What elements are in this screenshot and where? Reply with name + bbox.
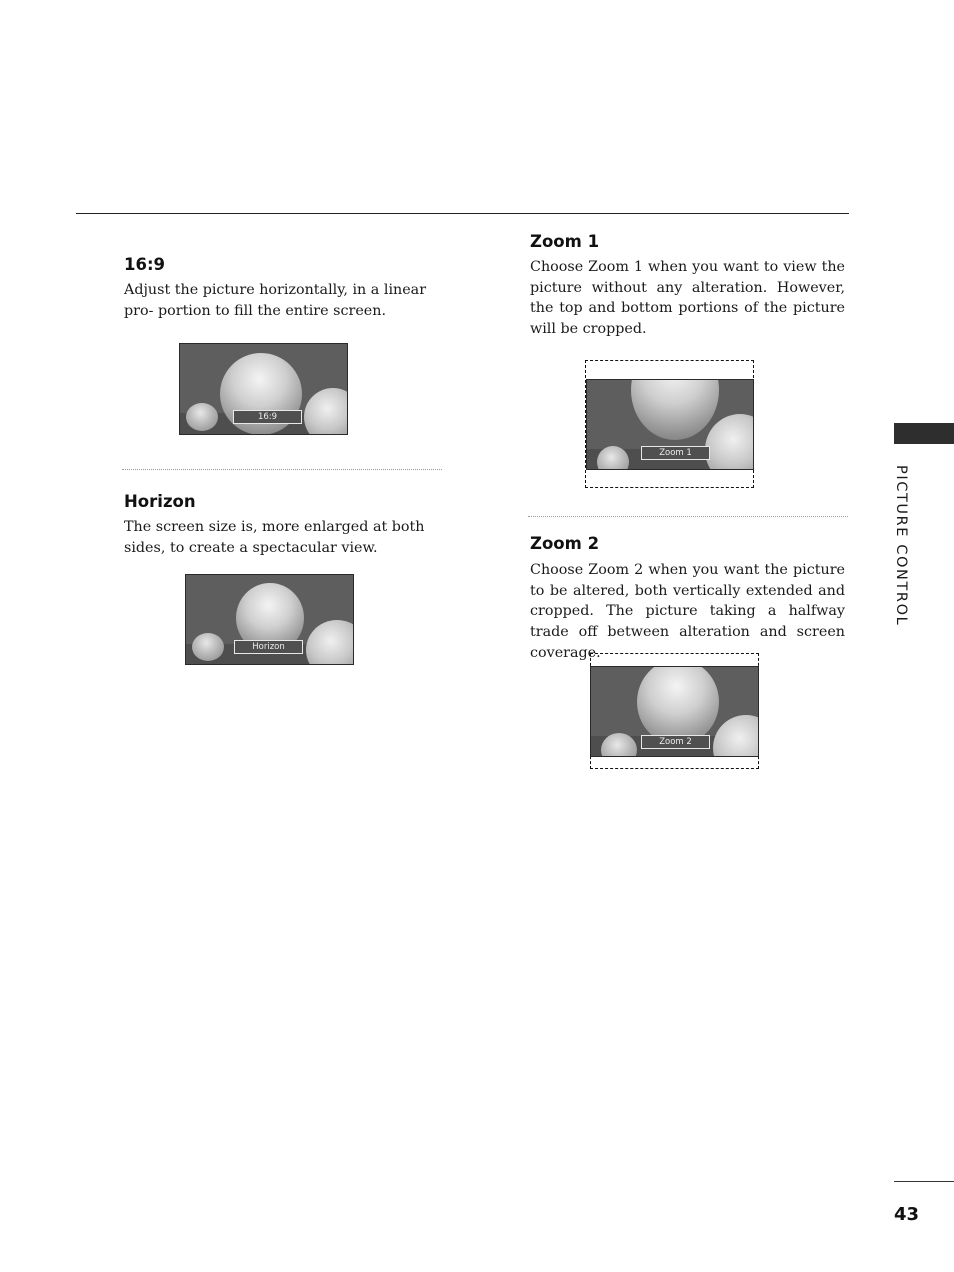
- section-text-zoom1: Choose Zoom 1 when you want to view the picture without any alteration. However, the top and bottom portions of the picture will be cropped.: [530, 259, 845, 338]
- sphere-right: [306, 620, 354, 665]
- section-title-16-9: 16:9: [124, 255, 166, 274]
- dotted-separator-left: [122, 469, 442, 470]
- mode-label-horizon: Horizon: [234, 640, 303, 654]
- page-number: 43: [894, 1204, 920, 1225]
- sphere-right: [713, 715, 759, 757]
- section-text-16-9: Adjust the picture horizontally, in a linear pro- portion to fill the entire screen.: [124, 282, 427, 319]
- section-title-zoom1: Zoom 1: [530, 232, 600, 251]
- mode-label-zoom1: Zoom 1: [641, 446, 710, 460]
- mode-label-zoom2: Zoom 2: [641, 735, 710, 749]
- sphere-small: [186, 403, 218, 431]
- sphere-right: [304, 388, 348, 435]
- sphere-right: [705, 414, 754, 470]
- screen-preview-16-9: [179, 343, 348, 435]
- section-title-horizon: Horizon: [124, 492, 196, 511]
- sphere-large: [637, 666, 719, 745]
- section-text-horizon: The screen size is, more enlarged at both sides, to create a spectacular view.: [124, 519, 425, 556]
- screen-preview-zoom2: [590, 666, 759, 757]
- top-divider: [76, 213, 849, 214]
- sphere-small: [597, 446, 629, 470]
- dotted-separator-right: [528, 516, 848, 517]
- chapter-side-label: PICTURE CONTROL: [893, 465, 909, 627]
- screen-preview-horizon: [185, 574, 354, 665]
- mode-label-16-9: 16:9: [233, 410, 302, 424]
- page-number-rule: [894, 1181, 954, 1182]
- sphere-large: [631, 379, 719, 440]
- screen-preview-zoom1: [586, 379, 754, 470]
- chapter-tab-marker: [894, 423, 954, 444]
- section-title-zoom2: Zoom 2: [530, 534, 600, 553]
- section-text-zoom2: Choose Zoom 2 when you want the picture to be altered, both vertically extended and cropped. The picture taking a halfway trade off between alteration and screen coverage.: [530, 562, 845, 661]
- sphere-small: [192, 633, 224, 661]
